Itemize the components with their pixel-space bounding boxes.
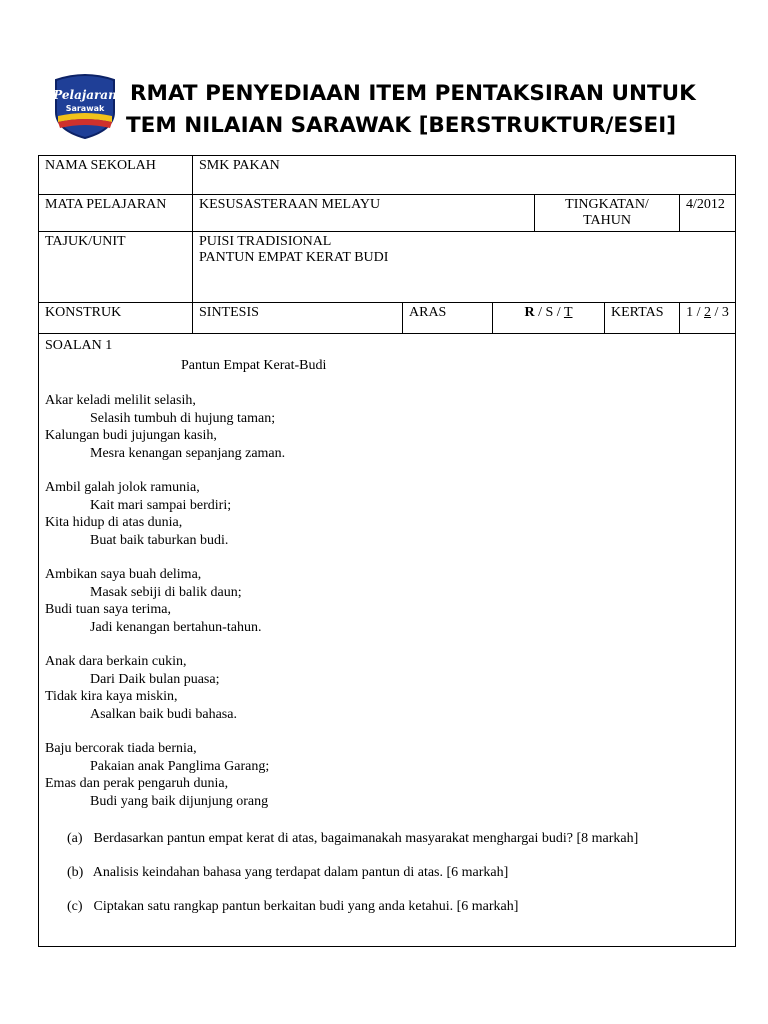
- question-item-text: Analisis keindahan bahasa yang terdapat dalam pantun di atas. [6 markah]: [92, 865, 509, 880]
- logo-text-top: Pelajaran: [53, 88, 117, 102]
- poem-line: Jadi kenangan bertahun-tahun.: [90, 619, 262, 635]
- nama-sekolah-label: NAMA SEKOLAH: [39, 156, 193, 195]
- kertas-3: / 3: [711, 305, 729, 320]
- poem-line: Selasih tumbuh di hujung taman;: [90, 410, 276, 426]
- assessment-form-table: [38, 155, 736, 947]
- logo-text-bottom: Sarawak: [65, 104, 105, 113]
- poem-title: Pantun Empat Kerat-Budi: [181, 358, 327, 373]
- question-item-b: [67, 864, 729, 882]
- poem-line: Kita hidup di atas dunia,: [45, 515, 183, 530]
- nama-sekolah-value: SMK PAKAN: [193, 156, 736, 195]
- question-body: [39, 334, 736, 947]
- kertas-label: KERTAS: [605, 303, 680, 334]
- poem-line: Baju bercorak tiada bernia,: [45, 741, 197, 756]
- question-item-c: [67, 898, 729, 916]
- poem-line: Dari Daik bulan puasa;: [90, 671, 220, 687]
- aras-separator-2: /: [553, 305, 564, 320]
- tingkatan-label-line-1: TINGKATAN/: [565, 197, 649, 212]
- row-konstruk: [39, 303, 736, 334]
- aras-label: ARAS: [403, 303, 493, 334]
- poem-line: Pakaian anak Panglima Garang;: [90, 758, 270, 774]
- poem-line: Mesra kenangan sepanjang zaman.: [90, 445, 286, 461]
- poem: [45, 392, 729, 810]
- tajuk-value-line-1: PUISI TRADISIONAL: [199, 234, 332, 249]
- page-title: [92, 78, 752, 142]
- row-nama-sekolah: [39, 156, 736, 195]
- kertas-2: 2: [704, 305, 712, 320]
- poem-line: Budi yang baik dijunjung orang: [90, 793, 269, 809]
- stanza: [45, 479, 729, 549]
- stanza: [45, 653, 729, 723]
- question-item-label: (a): [67, 831, 83, 846]
- row-mata-pelajaran: [39, 195, 736, 232]
- poem-line: Akar keladi melilit selasih,: [45, 393, 196, 408]
- poem-line: Ambikan saya buah delima,: [45, 567, 202, 582]
- poem-line: Buat baik taburkan budi.: [90, 532, 229, 548]
- mata-pelajaran-value: KESUSASTERAAN MELAYU: [193, 195, 535, 232]
- poem-line: Ambil galah jolok ramunia,: [45, 480, 200, 495]
- stanza: [45, 392, 729, 462]
- tajuk-value: [193, 232, 736, 303]
- aras-r: R: [524, 305, 535, 320]
- stanza: [45, 740, 729, 810]
- question-label: SOALAN 1: [45, 338, 113, 353]
- question-item-label: (b): [67, 865, 84, 880]
- tingkatan-value: 4/2012: [680, 195, 736, 232]
- question-item-label: (c): [67, 899, 83, 914]
- poem-line: Kalungan budi jujungan kasih,: [45, 428, 217, 443]
- poem-line: Masak sebiji di balik daun;: [90, 584, 242, 600]
- poem-line: Asalkan baik budi bahasa.: [90, 706, 237, 722]
- konstruk-value: SINTESIS: [193, 303, 403, 334]
- aras-t: T: [563, 305, 573, 320]
- page-header: [0, 0, 768, 150]
- aras-s: S: [545, 305, 554, 320]
- question-item-a: [67, 830, 729, 848]
- kertas-value: [680, 303, 736, 334]
- question-item-text: Berdasarkan pantun empat kerat di atas, bagaimanakah masyarakat menghargai budi? [8 markah]: [93, 831, 639, 846]
- poem-line: Budi tuan saya terima,: [45, 602, 171, 617]
- konstruk-label: KONSTRUK: [39, 303, 193, 334]
- aras-separator-1: /: [534, 305, 546, 320]
- aras-value: [493, 303, 605, 334]
- poem-line: Kait mari sampai berdiri;: [90, 497, 232, 513]
- tajuk-value-line-2: PANTUN EMPAT KERAT BUDI: [199, 250, 389, 265]
- poem-line: Tidak kira kaya miskin,: [45, 689, 178, 704]
- row-tajuk-unit: [39, 232, 736, 303]
- title-line-1: RMAT PENYEDIAAN ITEM PENTAKSIRAN UNTUK: [130, 81, 696, 106]
- poem-line: Emas dan perak pengaruh dunia,: [45, 776, 229, 791]
- kertas-1: 1 /: [686, 305, 705, 320]
- question-items: [67, 830, 729, 916]
- mata-pelajaran-label: MATA PELAJARAN: [39, 195, 193, 232]
- title-line-2: TEM NILAIAN SARAWAK [BERSTRUKTUR/ESEI]: [126, 113, 677, 138]
- stanza: [45, 566, 729, 636]
- poem-line: Anak dara berkain cukin,: [45, 654, 187, 669]
- tingkatan-label-line-2: TAHUN: [583, 213, 631, 228]
- question-item-text: Ciptakan satu rangkap pantun berkaitan budi yang anda ketahui. [6 markah]: [93, 899, 519, 914]
- tajuk-label: TAJUK/UNIT: [39, 232, 193, 303]
- tingkatan-label: [535, 195, 680, 232]
- row-soalan: [39, 334, 736, 947]
